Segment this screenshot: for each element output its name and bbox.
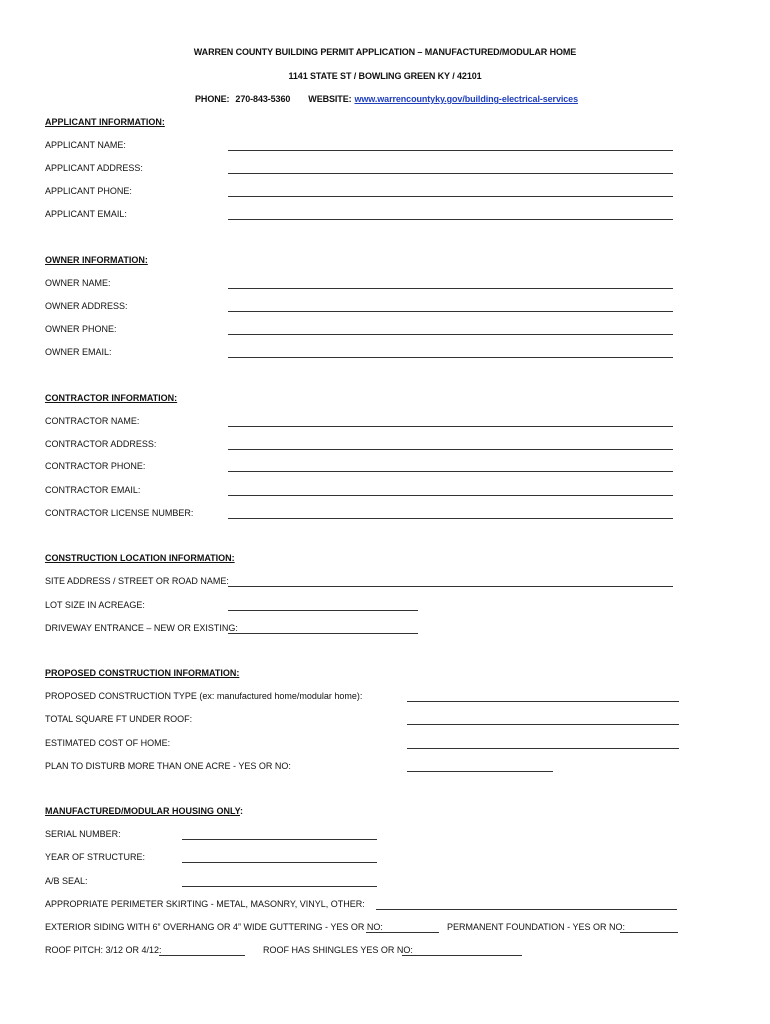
contractor-phone-label: CONTRACTOR PHONE: <box>45 461 146 471</box>
owner-email-label: OWNER EMAIL: <box>45 347 112 357</box>
applicant-email-field[interactable] <box>228 219 673 220</box>
applicant-address-label: APPLICANT ADDRESS: <box>45 163 143 173</box>
serial-number-label: SERIAL NUMBER: <box>45 829 121 839</box>
housing-heading-colon: : <box>240 806 243 816</box>
proposed-section-heading: PROPOSED CONSTRUCTION INFORMATION: <box>45 668 240 678</box>
owner-phone-label: OWNER PHONE: <box>45 324 117 334</box>
applicant-name-label: APPLICANT NAME: <box>45 140 126 150</box>
contractor-phone-field[interactable] <box>228 471 673 472</box>
housing-heading-text: MANUFACTURED/MODULAR HOUSING ONLY <box>45 806 240 816</box>
lot-size-field[interactable] <box>228 610 418 611</box>
applicant-phone-label: APPLICANT PHONE: <box>45 186 132 196</box>
owner-name-field[interactable] <box>228 288 673 289</box>
ab-seal-field[interactable] <box>182 886 377 887</box>
roof-pitch-label: ROOF PITCH: 3/12 OR 4/12: <box>45 945 162 955</box>
applicant-email-label: APPLICANT EMAIL: <box>45 209 127 219</box>
disturb-acre-field[interactable] <box>407 771 553 772</box>
roof-pitch-field[interactable] <box>159 955 245 956</box>
phone-label: PHONE: <box>195 94 230 104</box>
owner-email-field[interactable] <box>228 357 673 358</box>
skirting-label: APPROPRIATE PERIMETER SKIRTING - METAL, MASONRY, VINYL, OTHER: <box>45 899 365 909</box>
form-title: WARREN COUNTY BUILDING PERMIT APPLICATION – MANUFACTURED/MODULAR HOME <box>193 47 577 57</box>
disturb-acre-label: PLAN TO DISTURB MORE THAN ONE ACRE - YES OR NO: <box>45 761 291 771</box>
construction-type-label: PROPOSED CONSTRUCTION TYPE (ex: manufactured home/modular home): <box>45 691 363 701</box>
square-footage-field[interactable] <box>407 724 679 725</box>
year-structure-field[interactable] <box>182 862 377 863</box>
location-section-heading: CONSTRUCTION LOCATION INFORMATION: <box>45 553 235 563</box>
shingles-field[interactable] <box>402 955 522 956</box>
applicant-phone-field[interactable] <box>228 196 673 197</box>
owner-phone-field[interactable] <box>228 334 673 335</box>
site-address-field[interactable] <box>228 586 673 587</box>
contractor-license-field[interactable] <box>228 518 673 519</box>
ab-seal-label: A/B SEAL: <box>45 876 88 886</box>
construction-type-field[interactable] <box>407 701 679 702</box>
contractor-address-label: CONTRACTOR ADDRESS: <box>45 439 157 449</box>
siding-label: EXTERIOR SIDING WITH 6” OVERHANG OR 4” WIDE GUTTERING - YES OR NO: <box>45 922 383 932</box>
applicant-address-field[interactable] <box>228 173 673 174</box>
office-address: 1141 STATE ST / BOWLING GREEN KY / 42101 <box>288 71 482 81</box>
foundation-field[interactable] <box>620 932 678 933</box>
site-address-label: SITE ADDRESS / STREET OR ROAD NAME: <box>45 576 229 586</box>
estimated-cost-label: ESTIMATED COST OF HOME: <box>45 738 171 748</box>
shingles-label: ROOF HAS SHINGLES YES OR NO: <box>263 945 413 955</box>
applicant-section-heading: APPLICANT INFORMATION: <box>45 117 165 127</box>
driveway-field[interactable] <box>228 633 418 634</box>
skirting-field[interactable] <box>376 909 677 910</box>
square-footage-label: TOTAL SQUARE FT UNDER ROOF: <box>45 714 193 724</box>
website-link[interactable]: www.warrencountyky.gov/building-electrical-services <box>354 94 578 104</box>
owner-name-label: OWNER NAME: <box>45 278 111 288</box>
website-label: WEBSITE: <box>308 94 352 104</box>
owner-address-label: OWNER ADDRESS: <box>45 301 128 311</box>
driveway-label: DRIVEWAY ENTRANCE – NEW OR EXISTING: <box>45 623 238 633</box>
contractor-email-field[interactable] <box>228 495 673 496</box>
contractor-license-label: CONTRACTOR LICENSE NUMBER: <box>45 508 194 518</box>
phone-number: 270-843-5360 <box>235 94 291 104</box>
housing-section-heading <box>45 806 243 816</box>
foundation-label: PERMANENT FOUNDATION - YES OR NO: <box>447 922 626 932</box>
contact-line <box>0 94 770 104</box>
lot-size-label: LOT SIZE IN ACREAGE: <box>45 600 145 610</box>
contractor-section-heading: CONTRACTOR INFORMATION: <box>45 393 178 403</box>
year-structure-label: YEAR OF STRUCTURE: <box>45 852 146 862</box>
estimated-cost-field[interactable] <box>407 748 679 749</box>
contractor-address-field[interactable] <box>228 449 673 450</box>
contractor-email-label: CONTRACTOR EMAIL: <box>45 485 141 495</box>
contractor-name-label: CONTRACTOR NAME: <box>45 416 140 426</box>
contractor-name-field[interactable] <box>228 426 673 427</box>
owner-section-heading: OWNER INFORMATION: <box>45 255 148 265</box>
owner-address-field[interactable] <box>228 311 673 312</box>
serial-number-field[interactable] <box>182 839 377 840</box>
applicant-name-field[interactable] <box>228 150 673 151</box>
siding-field[interactable] <box>366 932 439 933</box>
